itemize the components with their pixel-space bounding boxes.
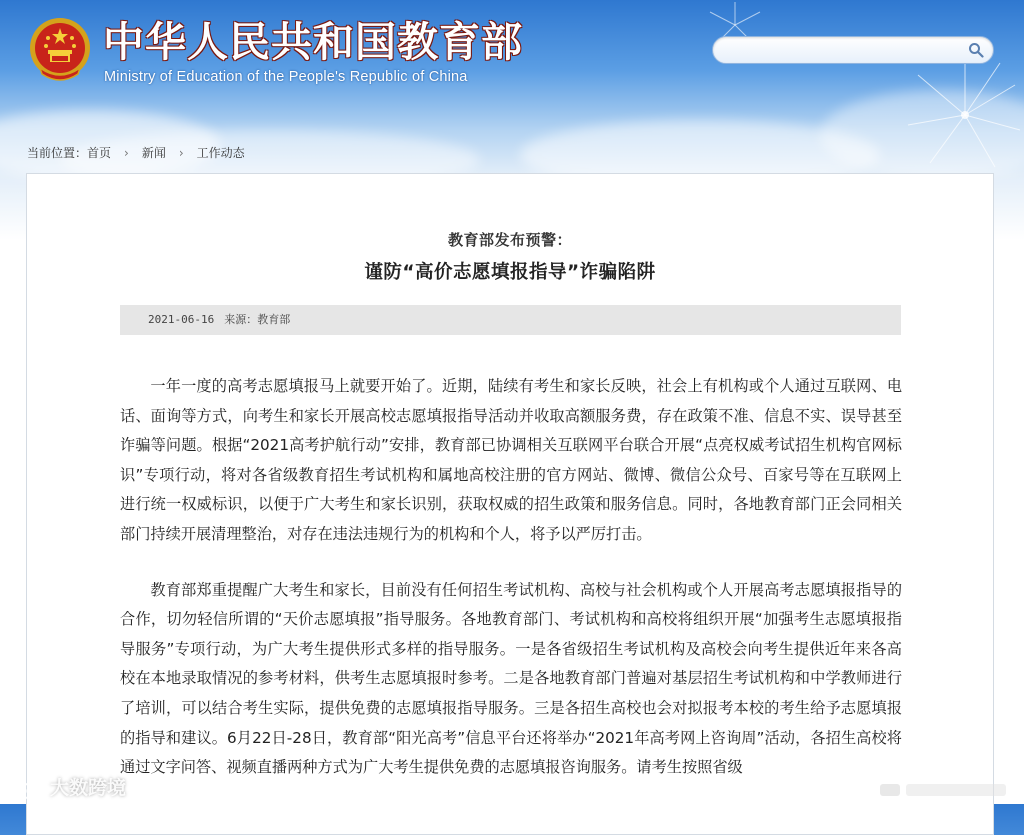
article-title: 谨防“高价志愿填报指导”诈骗陷阱 [364, 262, 656, 283]
article-paragraph: 教育部郑重提醒广大考生和家长，目前没有任何招生考试机构、高校与社会机构或个人开展高考志愿填报指导的合作，切勿轻信所谓的“天价志愿填报”指导服务。各地教育部门、考试机构和高校将组织开展“加强考生志愿填报指导服务”专项行动，为广大考生提供形式多样的指导服务。一是各省级招生考试机构及高校会向考生提供近年来各高校在本地录取情况的参考材料，供考生志愿填报时参考。二是各地教育部门普遍对基层招生考试机构和中学教师进行了培训，可以结合考生实际，提供免费的志愿填报指导服务。三是各招生高校也会对拟报考本校的考生给予志愿填报的指导和建议。6月22日-28日，教育部“阳光高考”信息平台还将举办“2021年高考网上咨询周”活动，各招生高校将通过文字问答、视频直播两种方式为广大考生提供免费的志愿填报咨询服务。请考生按照省级 [120, 580, 902, 777]
watermark [12, 773, 126, 800]
article-source: 来源：教育部 [224, 313, 291, 326]
article-body [120, 372, 902, 809]
article-subtitle: 教育部发布预警： [447, 231, 572, 249]
article-meta-bar [120, 305, 901, 335]
search-input[interactable] [725, 40, 965, 62]
article-paragraph: 一年一度的高考志愿填报马上就要开始了。近期，陆续有考生和家长反映，社会上有机构或个人通过互联网、电话、面询等方式，向考生和家长开展高校志愿填报指导活动并收取高额服务费，存在政策不准、信息不实、误导甚至诈骗等问题。根据“2021高考护航行动”安排，教育部已协调相关互联网平台联合开展“点亮权威考试招生机构官网标识”专项行动，将对各省级教育招生考试机构和属地高校注册的官方网站、微博、微信公众号、百家号等在互联网上进行统一权威标识，以便于广大考生和家长识别，获取权威的招生政策和服务信息。同时，各地教育部门正会同相关部门持续开展清理整治，对存在违法违规行为的机构和个人，将予以严厉打击。 [120, 377, 902, 543]
breadcrumb-link-home[interactable]: 首页 [87, 146, 112, 160]
dandelion-decoration [900, 55, 1024, 175]
site-title: 中华人民共和国教育部 [103, 18, 523, 66]
chevron-right-icon: › [178, 146, 184, 160]
chevron-right-icon: › [124, 146, 129, 160]
breadcrumb-link-news[interactable]: 新闻 [141, 146, 166, 160]
article-date: 2021-06-16 [148, 313, 215, 326]
breadcrumb [27, 145, 245, 161]
site-title-english: Ministry of Education of the People's Republic of China [104, 69, 468, 85]
breadcrumb-link-work-news[interactable]: 工作动态 [196, 146, 245, 160]
search-icon[interactable] [968, 42, 984, 58]
weibo-logo-icon [12, 779, 46, 799]
national-emblem-logo[interactable] [28, 16, 92, 84]
breadcrumb-prefix: 当前位置： [27, 146, 88, 160]
search-box [712, 36, 994, 64]
watermark-text: 大数跨境 [50, 777, 127, 799]
watermark-faded [880, 778, 1010, 800]
article-panel [26, 173, 994, 835]
